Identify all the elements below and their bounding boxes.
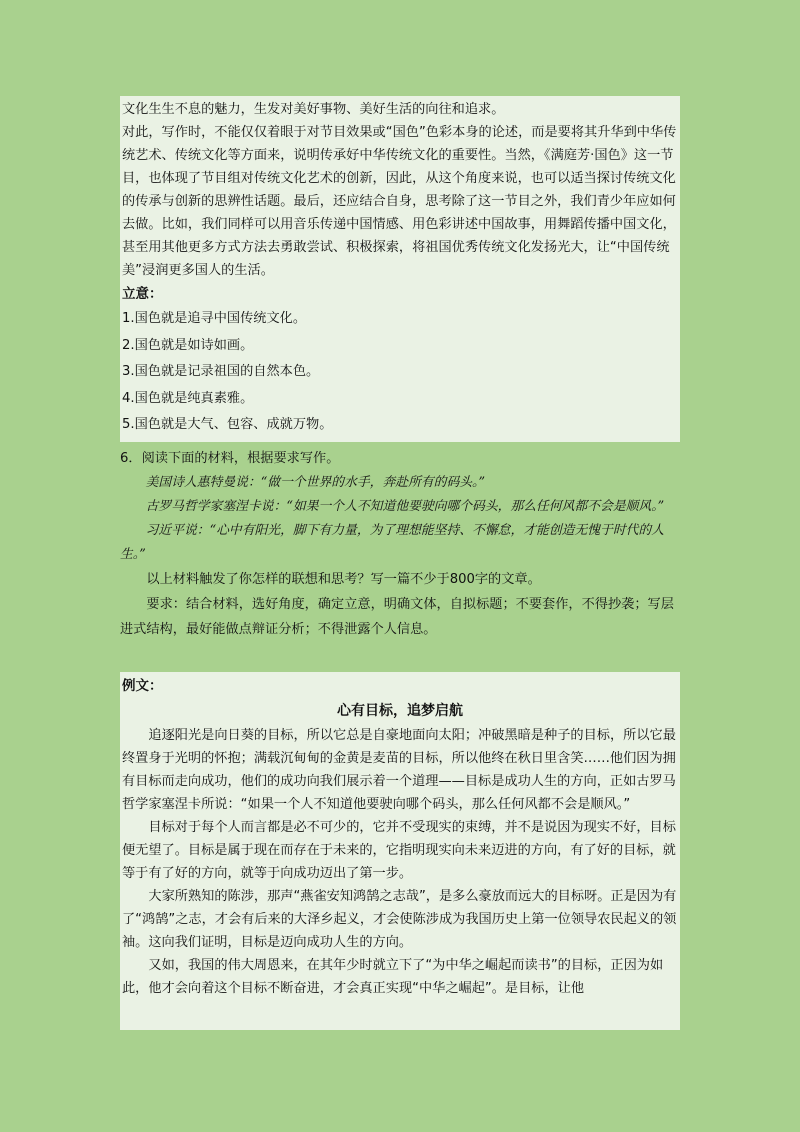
essay-paragraph: 目标对于每个人而言都是必不可少的，它并不受现实的束缚，并不是说因为现实不好，目标便无望了。目标是属于现在而存在于未来的，它指明现实向未来迈进的方向，有了好的目标，就等于有了好的方向，就等于向成功迈出了第一步。 (122, 820, 676, 881)
theme-item: 3.国色就是记录祖国的自然本色。 (122, 364, 320, 379)
paragraph-continued: 文化生生不息的魅力，生发对美好事物、美好生活的向往和追求。 (122, 102, 505, 117)
question-prompt: 以上材料触发了你怎样的联想和思考？写一篇不少于800字的文章。 (146, 572, 541, 587)
quote-seneca: 古罗马哲学家塞涅卡说：“如果一个人不知道他要驶向哪个码头，那么任何风都不会是顺风。” (145, 499, 665, 514)
question-requirements: 要求：结合材料，选好角度，确定立意，明确文体，自拟标题；不要套作，不得抄袭；写层进式结构，最好能做点辩证分析；不得泄露个人信息。 (120, 597, 674, 637)
paragraph-analysis: 对此，写作时，不能仅仅着眼于对节目效果或“国色”色彩本身的论述，而是要将其升华到中华传统艺术、传统文化等方面来，说明传承好中华传统文化的重要性。当然，《满庭芳·国色》这一节目，也体现了节目组对传统文化艺术的创新，因此，从这个角度来说，也可以适当探讨传统文化的传承与创新的思辨性话题。最后，还应结合自身，思考除了这一节目之外，我们青少年应如何去做。比如，我们同样可以用音乐传递中国情感、用色彩讲述中国故事，用舞蹈传播中国文化，甚至用其他更多方式方法去勇敢尝试、积极探索，将祖国优秀传统文化发扬光大，让“中国传统美”浸润更多国人的生活。 (122, 125, 677, 278)
question-number-line: 6．阅读下面的材料，根据要求写作。 (120, 451, 340, 466)
question-section (120, 446, 680, 642)
theme-heading: 立意： (122, 286, 163, 302)
theme-item: 4.国色就是纯真素雅。 (122, 390, 254, 406)
quote-xi: 习近平说：“心中有阳光，脚下有力量，为了理想能坚持、不懈怠，才能创造无愧于时代的人生。” (120, 523, 665, 562)
quote-whitman: 美国诗人惠特曼说：“做一个世界的水手，奔赴所有的码头。” (145, 475, 485, 490)
theme-item: 1.国色就是追寻中国传统文化。 (122, 311, 307, 326)
essay-paragraph: 追逐阳光是向日葵的目标，所以它总是自豪地面向太阳；冲破黑暗是种子的目标，所以它最终置身于光明的怀抱；满载沉甸甸的金黄是麦苗的目标，所以他终在秋日里含笑……他们因为拥有目标而走向成功，他们的成功向我们展示着一个道理——目标是成功人生的方向，正如古罗马哲学家塞涅卡所说：“如果一个人不知道他要驶向哪个码头，那么任何风都不会是顺风。” (122, 728, 676, 812)
analysis-section (120, 96, 680, 442)
essay-heading: 例文： (122, 678, 163, 694)
essay-paragraph: 大家所熟知的陈涉，那声“燕雀安知鸿鹄之志哉”，是多么豪放而远大的目标呀。正是因为有了“鸿鹄”之志，才会有后来的大泽乡起义，才会使陈涉成为我国历史上第一位领导农民起义的领袖。这向我们证明，目标是迈向成功人生的方向。 (122, 889, 677, 950)
essay-paragraph: 又如，我国的伟大周恩来，在其年少时就立下了“为中华之崛起而读书”的目标，正因为如此，他才会向着这个目标不断奋进，才会真正实现“中华之崛起”。是目标，让他 (122, 958, 664, 996)
theme-item: 2.国色就是如诗如画。 (122, 337, 254, 353)
essay-title: 心有目标，追梦启航 (337, 703, 463, 719)
theme-item: 5.国色就是大气、包容、成就万物。 (122, 417, 333, 432)
essay-section (120, 672, 680, 1030)
